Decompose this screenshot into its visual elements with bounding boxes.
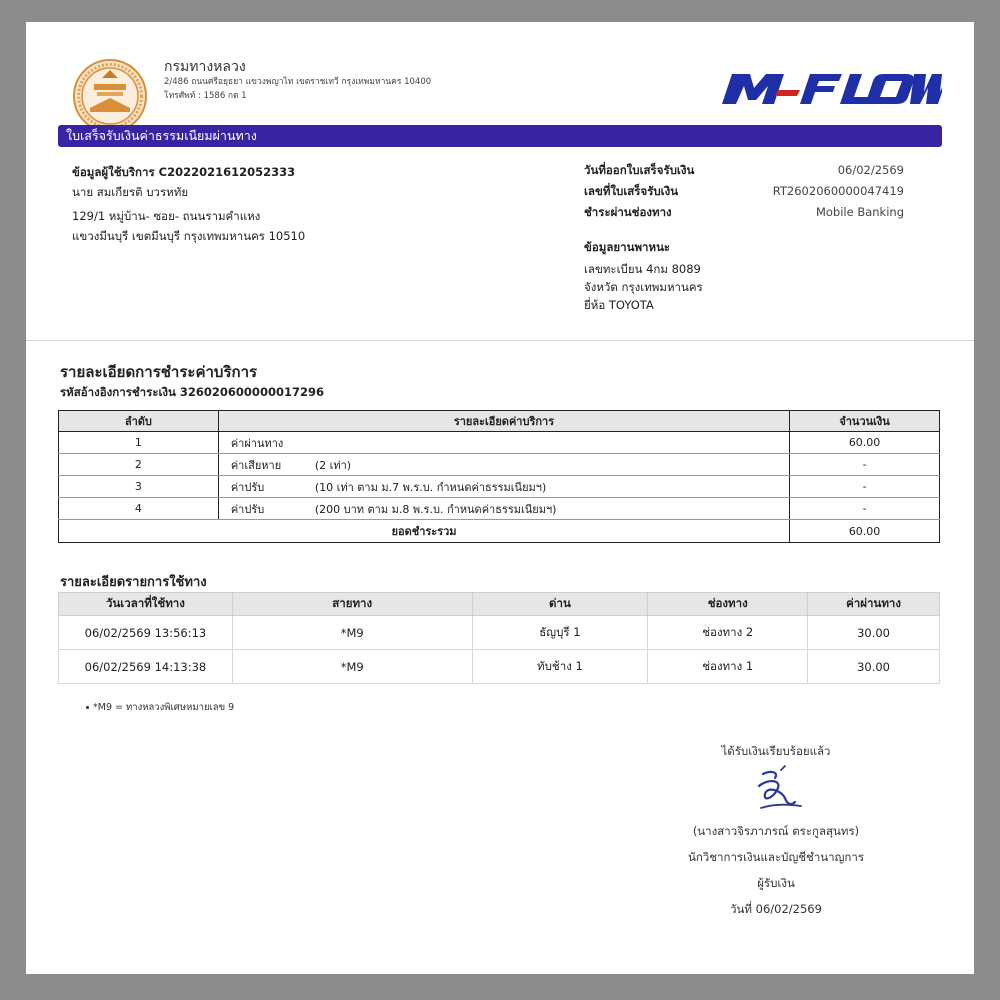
trip-lane: ช่องทาง 1 (648, 650, 808, 684)
vehicle-province: จังหวัด กรุงเทพมหานคร (584, 280, 703, 294)
document-title-bar: ใบเสร็จรับเงินค่าธรรมเนียมผ่านทาง (58, 125, 942, 147)
fee-amount: - (790, 476, 940, 498)
customer-id: C2022021612052333 (158, 165, 296, 179)
receipt-issue-date-row (584, 160, 904, 181)
payment-reference-label: รหัสอ้างอิงการชำระเงิน (60, 385, 176, 399)
route-footnote-text: *M9 = ทางหลวงพิเศษหมายเลข 9 (93, 702, 235, 713)
payment-channel-value: Mobile Banking (815, 205, 904, 219)
customer-header-label: ข้อมูลผู้ใช้บริการ (72, 165, 155, 179)
issue-date-label: วันที่ออกใบเสร็จรับเงิน (584, 163, 695, 177)
fees-header-detail: รายละเอียดค่าบริการ (218, 411, 789, 432)
signature-mark (626, 764, 926, 818)
fee-desc: (10 เท่า ตาม ม.7 พ.ร.บ. กำหนดค่าธรรมเนียมฯ) (314, 480, 547, 494)
org-address: 2/486 ถนนศรีอยุธยา แขวงพญาไท เขตราชเทวี กรุงเทพมหานคร 10400 (164, 77, 432, 87)
fee-name: ค่าปรับ (230, 502, 265, 516)
receipt-number-row (584, 181, 904, 202)
customer-address-line2: แขวงมีนบุรี เขตมีนบุรี กรุงเทพมหานคร 10510 (72, 229, 306, 243)
fee-name: ค่าเสียหาย (230, 458, 282, 472)
m-flow-logo (716, 70, 942, 106)
fee-amount: - (790, 498, 940, 520)
org-telephone: โทรศัพท์ : 1586 กด 1 (164, 91, 247, 101)
fees-row (59, 498, 940, 520)
route-footnote (86, 700, 234, 715)
fees-table (58, 410, 940, 543)
fees-row (59, 454, 940, 476)
customer-name: นาย สมเกียรติ บวรหทัย (72, 185, 189, 199)
payment-channel-row (584, 202, 904, 223)
receiver-role: ผู้รับเงิน (757, 876, 795, 890)
vehicle-plate: เลขทะเบียน 4กม 8089 (584, 262, 701, 276)
trip-plaza: ทับช้าง 1 (472, 650, 648, 684)
payment-channel-label: ชำระผ่านช่องทาง (584, 205, 672, 219)
section-divider (26, 340, 974, 341)
trip-route: *M9 (232, 616, 472, 650)
handwritten-signature-icon (741, 764, 811, 818)
fees-header-amount: จำนวนเงิน (790, 411, 940, 432)
trip-fee: 30.00 (808, 650, 940, 684)
fee-name: ค่าปรับ (230, 480, 265, 494)
org-name: กรมทางหลวง (164, 59, 246, 75)
trip-datetime: 06/02/2569 14:13:38 (59, 650, 233, 684)
vehicle-brand: ยี่ห้อ TOYOTA (584, 298, 654, 312)
fee-no: 1 (59, 432, 219, 454)
receipt-document (26, 22, 974, 974)
received-text: ได้รับเงินเรียบร้อยแล้ว (721, 744, 831, 758)
trips-header-route: สายทาง (232, 593, 472, 616)
trips-section-title: รายละเอียดรายการใช้ทาง (60, 575, 207, 590)
trip-row (59, 650, 940, 684)
fee-no: 3 (59, 476, 219, 498)
fees-row (59, 476, 940, 498)
fee-no: 2 (59, 454, 219, 476)
payment-reference-value: 326020600000017296 (179, 385, 324, 399)
fees-total-label: ยอดชำระรวม (59, 520, 790, 543)
receipt-sign-date: วันที่ 06/02/2569 (730, 902, 822, 916)
trips-header-datetime: วันเวลาที่ใช้ทาง (59, 593, 233, 616)
customer-info (72, 162, 305, 246)
trips-header-row (59, 593, 940, 616)
bullet-icon (86, 706, 89, 709)
fees-header-no: ลำดับ (59, 411, 219, 432)
fee-detail (218, 476, 789, 498)
fee-amount: - (790, 454, 940, 476)
trip-datetime: 06/02/2569 13:56:13 (59, 616, 233, 650)
receipt-info (584, 160, 904, 223)
trips-table (58, 592, 940, 684)
fees-row (59, 432, 940, 454)
fee-detail (218, 454, 789, 476)
trips-header-lane: ช่องทาง (648, 593, 808, 616)
fees-header-row (59, 411, 940, 432)
trip-fee: 30.00 (808, 616, 940, 650)
fee-no: 4 (59, 498, 219, 520)
trips-header-fee: ค่าผ่านทาง (808, 593, 940, 616)
fee-desc: (2 เท่า) (314, 458, 352, 472)
fees-total-row (59, 520, 940, 543)
fee-detail (218, 432, 789, 454)
department-seal-icon (72, 58, 148, 134)
trip-route: *M9 (232, 650, 472, 684)
customer-address-line1: 129/1 หมู่บ้าน- ซอย- ถนนรามคำแหง (72, 209, 261, 223)
fee-amount: 60.00 (790, 432, 940, 454)
trip-plaza: ธัญบุรี 1 (472, 616, 648, 650)
fee-name: ค่าผ่านทาง (230, 436, 284, 450)
issue-date-value: 06/02/2569 (837, 163, 904, 177)
receipt-number-label: เลขที่ใบเสร็จรับเงิน (584, 184, 679, 198)
trip-lane: ช่องทาง 2 (648, 616, 808, 650)
fee-detail (218, 498, 789, 520)
trips-header-plaza: ด่าน (472, 593, 648, 616)
signature-block (626, 738, 926, 922)
fees-total-amount: 60.00 (790, 520, 940, 543)
receiver-name: (นางสาวจิรภาภรณ์ ตระกูลสุนทร) (692, 824, 860, 838)
vehicle-info (584, 238, 703, 314)
payment-reference (60, 384, 324, 402)
trip-row (59, 616, 940, 650)
receiver-position: นักวิชาการเงินและบัญชีชำนาญการ (687, 850, 865, 864)
receipt-number-value: RT2602060000047419 (772, 184, 904, 198)
fees-section-title: รายละเอียดการชำระค่าบริการ (60, 363, 258, 381)
fee-desc: (200 บาท ตาม ม.8 พ.ร.บ. กำหนดค่าธรรมเนียมฯ) (314, 502, 557, 516)
vehicle-header: ข้อมูลยานพาหนะ (584, 240, 671, 254)
